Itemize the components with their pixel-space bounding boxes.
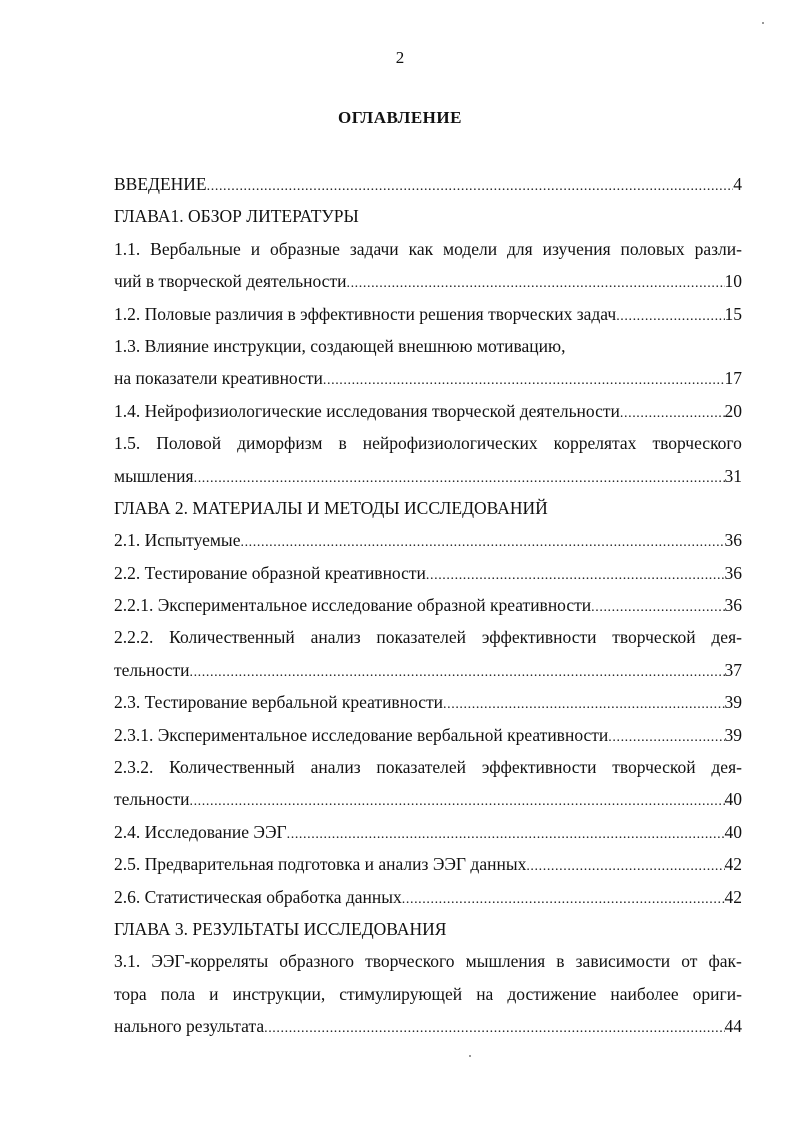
dot-leader [240, 527, 724, 559]
toc-word: эффективности [481, 627, 597, 648]
toc-word: зависимости [575, 951, 671, 972]
toc-word: в [338, 433, 347, 454]
toc-word: стимулирующей [339, 983, 463, 1004]
table-of-contents [114, 168, 742, 1043]
page-number: 2 [395, 48, 405, 67]
toc-entry-title: 1.4. Нейрофизиологические исследования творческой деятельности [114, 400, 620, 421]
toc-word: тора [114, 983, 147, 1004]
toc-word: Половой [156, 433, 222, 454]
toc-entry-title: нального результата [114, 1016, 265, 1037]
toc-word: 2.2.2. [114, 627, 154, 648]
toc-entry-title: 1.2. Половые различия в эффективности решения творческих задач [114, 303, 617, 324]
toc-word: пола [160, 983, 196, 1004]
toc-word: в [556, 951, 565, 972]
toc-entry [114, 881, 742, 913]
toc-entry [114, 298, 742, 330]
toc-entry [114, 783, 742, 815]
toc-entry [114, 492, 742, 524]
toc-word: ЭЭГ-корреляты [151, 951, 269, 972]
toc-entry-page: 37 [724, 659, 742, 680]
toc-entry-page: 20 [724, 400, 742, 421]
toc-entry [114, 524, 742, 556]
toc-entry [114, 168, 742, 200]
dot-leader [346, 268, 724, 300]
toc-entry-page: 4 [733, 174, 742, 194]
toc-entry [114, 200, 742, 232]
toc-entry-title: 2.4. Исследование ЭЭГ [114, 821, 287, 842]
toc-word: дея- [711, 627, 742, 648]
toc-entry-page: 36 [724, 530, 742, 551]
toc-entry-title: ГЛАВА 2. МАТЕРИАЛЫ И МЕТОДЫ ИССЛЕДОВАНИЙ [114, 497, 548, 518]
toc-word: фак- [708, 951, 742, 972]
toc-entry-title: мышления [114, 465, 194, 486]
toc-entry [114, 233, 742, 265]
toc-entry-page: 39 [724, 724, 742, 745]
toc-entry [114, 362, 742, 394]
dot-leader [189, 657, 724, 689]
toc-word: изучения [542, 238, 611, 259]
toc-word: и [209, 983, 219, 1004]
toc-entry [114, 719, 742, 751]
toc-word: 3.1. [114, 951, 141, 972]
dot-leader [608, 722, 724, 754]
toc-word: для [507, 238, 533, 259]
toc-entry [114, 460, 742, 492]
toc-entry-title: 2.1. Испытуемые [114, 530, 241, 551]
toc-word: 2.3.2. [114, 757, 154, 778]
toc-entry-page: 15 [724, 303, 742, 324]
toc-word: дея- [711, 757, 742, 778]
toc-entry-title: 2.3. Тестирование вербальной креативности [114, 692, 444, 713]
toc-word: нейрофизиологических [362, 433, 538, 454]
toc-word: и [250, 238, 261, 259]
dot-leader [287, 819, 725, 851]
toc-word: инструкции, [232, 983, 326, 1004]
toc-entry-page: 17 [724, 368, 742, 389]
toc-entry [114, 913, 742, 945]
toc-word: Количественный [169, 627, 295, 648]
toc-word: Количественный [169, 757, 295, 778]
toc-entry [114, 654, 742, 686]
dot-leader [402, 884, 725, 916]
dot-leader [443, 689, 724, 721]
toc-entry [114, 816, 742, 848]
toc-word: анализ [310, 627, 361, 648]
toc-word: как [408, 238, 434, 259]
toc-entry-page: 40 [724, 789, 742, 810]
toc-entry [114, 751, 742, 783]
toc-entry [114, 589, 742, 621]
toc-word: на [476, 983, 494, 1004]
dot-leader [616, 301, 724, 333]
toc-entry [114, 686, 742, 718]
toc-word: коррелятах [553, 433, 637, 454]
toc-entry-title: 2.5. Предварительная подготовка и анализ ЭЭГ данных [114, 854, 527, 875]
toc-word: 1.5. [114, 433, 141, 454]
toc-entry-title: ГЛАВА 3. РЕЗУЛЬТАТЫ ИССЛЕДОВАНИЯ [114, 918, 447, 939]
toc-entry-title: 2.6. Статистическая обработка данных [114, 886, 402, 907]
dot-leader [207, 171, 734, 203]
toc-word: задачи [349, 238, 399, 259]
toc-word: половых [620, 238, 685, 259]
toc-word: образные [269, 238, 340, 259]
toc-entry-page: 42 [724, 886, 742, 907]
toc-entry [114, 427, 742, 459]
toc-word: достижение [507, 983, 597, 1004]
toc-word: творческого [365, 951, 455, 972]
toc-entry [114, 848, 742, 880]
toc-entry-page: 31 [724, 465, 742, 486]
toc-entry-title: 1.3. Влияние инструкции, создающей внешнюю мотивацию, [114, 335, 566, 356]
toc-entry-title: тельности [114, 659, 190, 680]
dot-leader [526, 851, 724, 883]
toc-entry [114, 978, 742, 1010]
toc-word: эффективности [481, 757, 597, 778]
scan-speck [469, 1055, 471, 1057]
toc-entry-page: 44 [724, 1016, 742, 1037]
dot-leader [426, 560, 725, 592]
toc-entry-title: 2.2. Тестирование образной креативности [114, 562, 426, 583]
dot-leader [189, 786, 724, 818]
toc-entry [114, 557, 742, 589]
toc-entry [114, 1010, 742, 1042]
scan-speck [762, 22, 764, 24]
toc-entry-title: на показатели креативности [114, 368, 323, 389]
toc-word: разли- [694, 238, 742, 259]
toc-entry-page: 36 [724, 595, 742, 616]
toc-word: творческого [652, 433, 742, 454]
toc-entry [114, 621, 742, 653]
toc-entry-page: 42 [724, 854, 742, 875]
toc-entry-title: 2.2.1. Экспериментальное исследование образной креативности [114, 595, 592, 616]
toc-word: 1.1. [114, 238, 141, 259]
toc-word: ориги- [692, 983, 742, 1004]
toc-entry-page: 36 [724, 562, 742, 583]
toc-entry-page: 39 [724, 692, 742, 713]
toc-word: наиболее [610, 983, 679, 1004]
toc-word: творческой [612, 757, 696, 778]
toc-word: показателей [376, 757, 467, 778]
toc-entry-page: 10 [724, 271, 742, 292]
toc-entry-title: ВВЕДЕНИЕ [114, 174, 207, 194]
toc-entry-page: 40 [724, 821, 742, 842]
dot-leader [264, 1013, 724, 1045]
toc-word: показателей [376, 627, 467, 648]
toc-word: Вербальные [150, 238, 241, 259]
dot-leader [620, 398, 725, 430]
toc-word: мышления [465, 951, 546, 972]
toc-entry-title: тельности [114, 789, 190, 810]
toc-word: от [681, 951, 698, 972]
toc-entry [114, 330, 742, 362]
toc-entry-title: чий в творческой деятельности [114, 271, 347, 292]
dot-leader [194, 463, 725, 495]
toc-word: анализ [310, 757, 361, 778]
toc-word: творческой [612, 627, 696, 648]
toc-word: модели [443, 238, 498, 259]
toc-word: образного [279, 951, 354, 972]
toc-entry [114, 395, 742, 427]
page-title: ОГЛАВЛЕНИЕ [338, 108, 462, 127]
toc-entry-title: ГЛАВА1. ОБЗОР ЛИТЕРАТУРЫ [114, 206, 359, 227]
toc-word: диморфизм [237, 433, 323, 454]
toc-entry-title: 2.3.1. Экспериментальное исследование вербальной креативности [114, 724, 609, 745]
toc-entry [114, 945, 742, 977]
dot-leader [591, 592, 724, 624]
toc-entry [114, 265, 742, 297]
dot-leader [323, 365, 725, 397]
